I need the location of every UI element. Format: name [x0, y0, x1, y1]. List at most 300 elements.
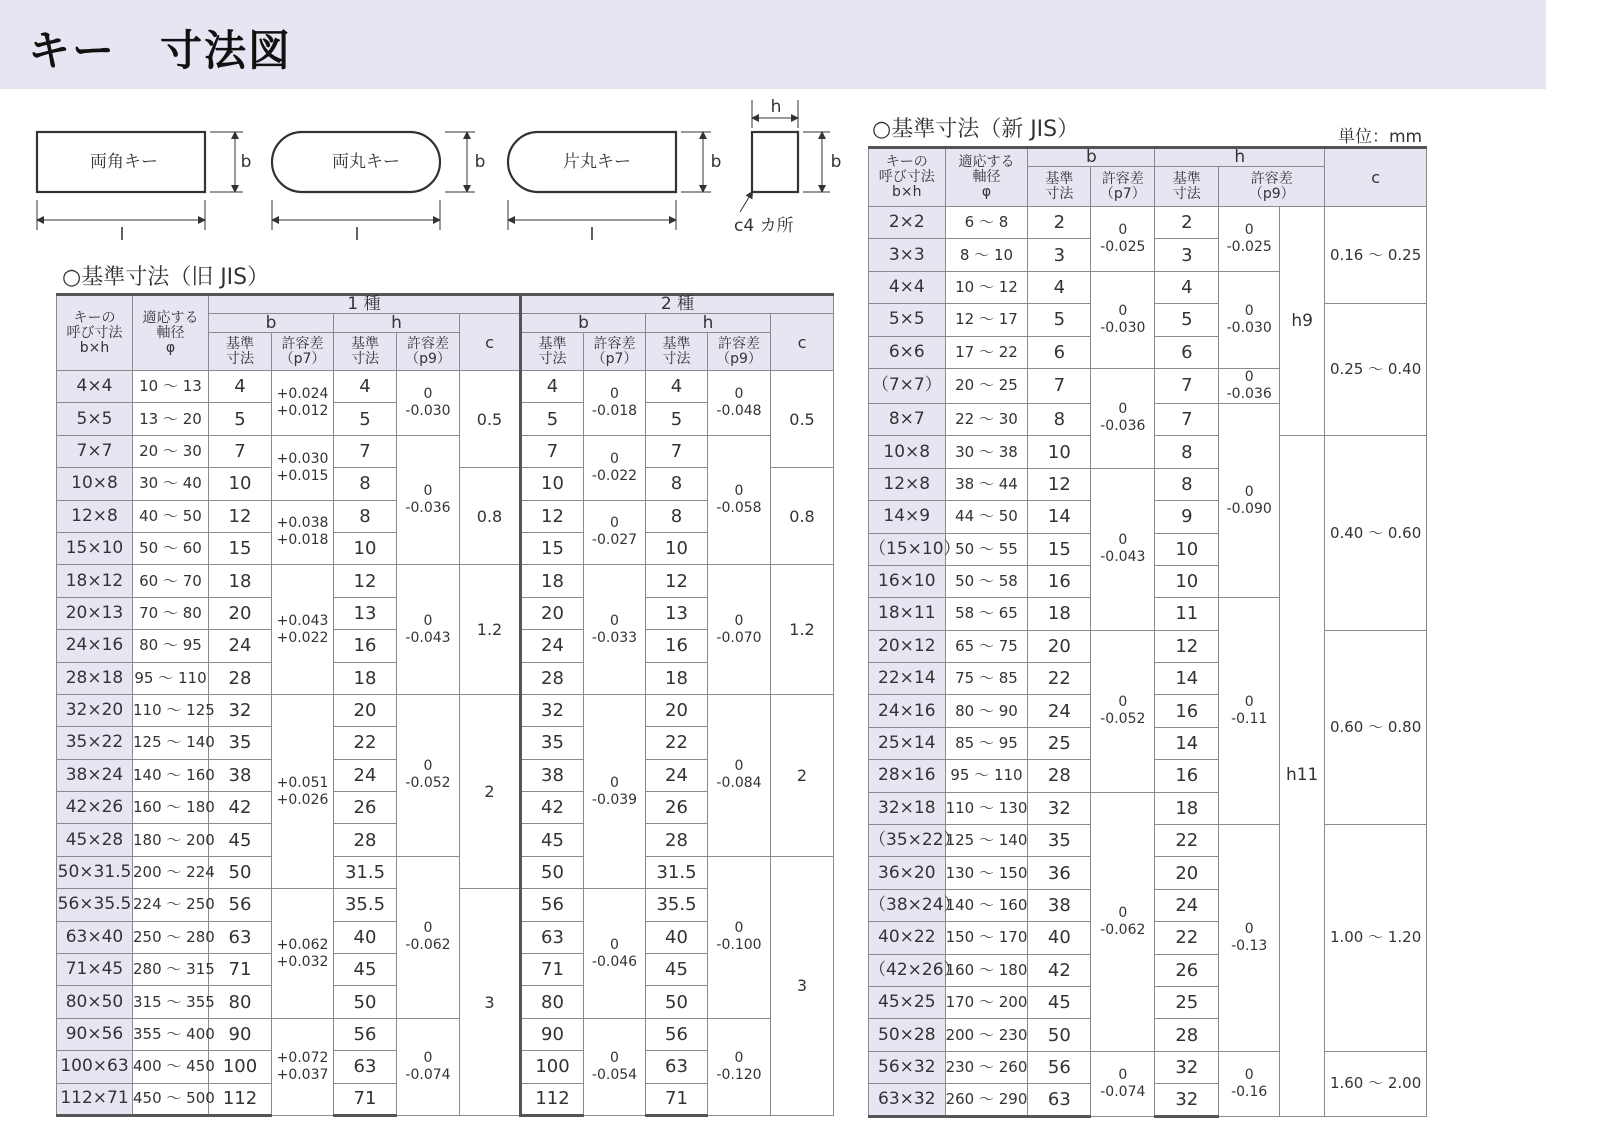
- old-jis-table: [56, 293, 834, 1117]
- chamfer-note: c4 カ所: [734, 216, 794, 236]
- h-base-cell: 14: [1155, 727, 1219, 759]
- shaft-diameter-cell: 8 ～ 10: [945, 239, 1028, 271]
- type1-h-base-cell: 31.5: [334, 856, 397, 888]
- key-size-cell: 6×6: [869, 336, 946, 368]
- type1-h-tolerance-cell: 0 -0.043: [397, 565, 460, 695]
- type1-h-base-cell: 50: [334, 986, 397, 1018]
- type1-b-base-cell: 7: [209, 435, 272, 467]
- key-size-cell: 12×8: [869, 468, 946, 500]
- type1-h-base-cell: 10: [334, 532, 397, 564]
- type1-h-base-cell: 63: [334, 1051, 397, 1083]
- type2-b-base-cell: 24: [521, 630, 584, 662]
- shaft-diameter-cell: 65 ～ 75: [945, 630, 1028, 662]
- col-header-h1-tol: 許容差 （p9）: [397, 333, 460, 371]
- b-base-cell: 35: [1028, 825, 1091, 857]
- col-header-b-base: 基準 寸法: [1028, 167, 1091, 207]
- shaft-diameter-cell: 40 ～ 50: [133, 500, 209, 532]
- type2-h-base-cell: 45: [646, 954, 708, 986]
- h-base-cell: 16: [1155, 695, 1219, 727]
- type1-h-base-cell: 8: [334, 500, 397, 532]
- key-size-cell: 28×16: [869, 760, 946, 792]
- type2-b-base-cell: 5: [521, 403, 584, 435]
- shaft-diameter-cell: 95 ～ 110: [945, 760, 1028, 792]
- key-shape-diagram: [0, 0, 840, 250]
- single-round-key-b-label: b: [710, 152, 722, 172]
- type2-c-cell: 0.5: [771, 371, 834, 468]
- shaft-diameter-cell: 110 ～ 130: [945, 792, 1028, 824]
- type2-h-base-cell: 24: [646, 759, 708, 791]
- type1-h-base-cell: 71: [334, 1083, 397, 1115]
- shaft-diameter-cell: 30 ～ 40: [133, 468, 209, 500]
- b-base-cell: 7: [1028, 368, 1091, 403]
- type1-h-base-cell: 8: [334, 468, 397, 500]
- col-header-h2-base: 基準 寸法: [646, 333, 708, 371]
- key-size-cell: 63×32: [869, 1084, 946, 1116]
- type2-b-tolerance-cell: 0 -0.027: [584, 500, 646, 565]
- type1-b-tolerance-cell: +0.062 +0.032: [272, 889, 334, 1019]
- key-size-cell: 15×10: [57, 532, 133, 564]
- b-base-cell: 63: [1028, 1084, 1091, 1116]
- type2-b-base-cell: 28: [521, 662, 584, 694]
- round-key-label: 両丸キー: [332, 152, 400, 172]
- key-size-cell: 5×5: [57, 403, 133, 435]
- key-size-cell: 5×5: [869, 304, 946, 336]
- type1-h-base-cell: 45: [334, 954, 397, 986]
- type2-b-tolerance-cell: 0 -0.046: [584, 889, 646, 1019]
- h-base-cell: 3: [1155, 239, 1219, 271]
- key-size-cell: 56×32: [869, 1051, 946, 1083]
- col-header-c1: c: [460, 314, 521, 371]
- shaft-diameter-cell: 160 ～ 180: [133, 792, 209, 824]
- type2-h-base-cell: 16: [646, 630, 708, 662]
- type2-b-tolerance-cell: 0 -0.018: [584, 371, 646, 436]
- key-size-cell: 38×24: [57, 759, 133, 791]
- type2-b-tolerance-cell: 0 -0.022: [584, 435, 646, 500]
- key-size-cell: 18×11: [869, 598, 946, 630]
- b-tolerance-cell: 0 -0.052: [1091, 630, 1155, 792]
- type2-b-base-cell: 32: [521, 694, 584, 726]
- shaft-diameter-cell: 13 ～ 20: [133, 403, 209, 435]
- key-size-cell: 10×8: [869, 436, 946, 468]
- b-tolerance-cell: 0 -0.036: [1091, 368, 1155, 468]
- shaft-diameter-cell: 50 ～ 58: [945, 565, 1028, 597]
- c-range-cell: 0.60 ～ 0.80: [1325, 630, 1427, 824]
- type2-h-tolerance-cell: 0 -0.058: [708, 435, 771, 565]
- type1-c-cell: 2: [460, 694, 521, 888]
- col-header-h2-tol: 許容差 （p9）: [708, 333, 771, 371]
- type1-h-base-cell: 20: [334, 694, 397, 726]
- b-base-cell: 22: [1028, 663, 1091, 695]
- b-base-cell: 42: [1028, 954, 1091, 986]
- type2-b-base-cell: 35: [521, 727, 584, 759]
- shaft-diameter-cell: 110 ～ 125: [133, 694, 209, 726]
- key-size-cell: 45×25: [869, 986, 946, 1018]
- b-tolerance-cell: 0 -0.074: [1091, 1051, 1155, 1116]
- key-size-cell: 112×71: [57, 1083, 133, 1115]
- type2-b-base-cell: 100: [521, 1051, 584, 1083]
- type1-b-tolerance-cell: +0.051 +0.026: [272, 694, 334, 888]
- type1-b-base-cell: 50: [209, 856, 272, 888]
- shaft-diameter-cell: 130 ～ 150: [945, 857, 1028, 889]
- type2-b-base-cell: 15: [521, 532, 584, 564]
- type2-h-base-cell: 56: [646, 1018, 708, 1050]
- col-header-diameter: 適応する 軸径 φ: [945, 148, 1028, 207]
- type1-c-cell: 0.5: [460, 371, 521, 468]
- b-base-cell: 15: [1028, 533, 1091, 565]
- shaft-diameter-cell: 58 ～ 65: [945, 598, 1028, 630]
- b-base-cell: 40: [1028, 922, 1091, 954]
- type1-b-base-cell: 15: [209, 532, 272, 564]
- col-header-b2: b: [521, 314, 646, 333]
- table-row: [869, 1051, 1427, 1083]
- new-jis-title: ○基準寸法（新 JIS）: [872, 117, 1080, 142]
- b-base-cell: 14: [1028, 501, 1091, 533]
- shaft-diameter-cell: 10 ～ 13: [133, 371, 209, 403]
- h-base-cell: 32: [1155, 1051, 1219, 1083]
- type1-h-base-cell: 4: [334, 371, 397, 403]
- type1-b-base-cell: 112: [209, 1083, 272, 1115]
- b-tolerance-cell: 0 -0.043: [1091, 468, 1155, 630]
- single-round-key-label: 片丸キー: [563, 152, 631, 172]
- shaft-diameter-cell: 44 ～ 50: [945, 501, 1028, 533]
- type2-h-base-cell: 13: [646, 597, 708, 629]
- key-size-cell: 40×22: [869, 922, 946, 954]
- type1-h-tolerance-cell: 0 -0.052: [397, 694, 460, 856]
- b-base-cell: 24: [1028, 695, 1091, 727]
- shaft-diameter-cell: 75 ～ 85: [945, 663, 1028, 695]
- type2-h-tolerance-cell: 0 -0.100: [708, 856, 771, 1018]
- type1-b-base-cell: 4: [209, 371, 272, 403]
- type2-h-base-cell: 7: [646, 435, 708, 467]
- key-size-cell: 25×14: [869, 727, 946, 759]
- type2-h-base-cell: 35.5: [646, 889, 708, 921]
- b-base-cell: 12: [1028, 468, 1091, 500]
- h-base-cell: 5: [1155, 304, 1219, 336]
- type1-b-base-cell: 71: [209, 954, 272, 986]
- type2-h-tolerance-cell: 0 -0.120: [708, 1018, 771, 1115]
- type1-h-tolerance-cell: 0 -0.030: [397, 371, 460, 436]
- h-base-cell: 20: [1155, 857, 1219, 889]
- h-base-cell: 28: [1155, 1019, 1219, 1051]
- shaft-diameter-cell: 60 ～ 70: [133, 565, 209, 597]
- round-key-l-label: l: [354, 225, 360, 245]
- type1-h-base-cell: 40: [334, 921, 397, 953]
- shaft-diameter-cell: 95 ～ 110: [133, 662, 209, 694]
- h-tolerance-cell: 0 -0.11: [1219, 598, 1280, 825]
- col-header-b2-base: 基準 寸法: [521, 333, 584, 371]
- type1-b-tolerance-cell: +0.030 +0.015: [272, 435, 334, 500]
- col-header-key: キーの 呼び寸法 b×h: [869, 148, 946, 207]
- type2-b-tolerance-cell: 0 -0.054: [584, 1018, 646, 1115]
- key-size-cell: 7×7: [57, 435, 133, 467]
- type2-b-base-cell: 20: [521, 597, 584, 629]
- type2-h-base-cell: 5: [646, 403, 708, 435]
- h-base-cell: 14: [1155, 663, 1219, 695]
- shaft-diameter-cell: 30 ～ 38: [945, 436, 1028, 468]
- key-size-cell: （15×10）: [869, 533, 946, 565]
- type1-b-base-cell: 42: [209, 792, 272, 824]
- cross-section-b-label: b: [830, 152, 842, 172]
- shaft-diameter-cell: 50 ～ 55: [945, 533, 1028, 565]
- h-base-cell: 6: [1155, 336, 1219, 368]
- type1-h-base-cell: 5: [334, 403, 397, 435]
- key-size-cell: （42×26）: [869, 954, 946, 986]
- b-tolerance-cell: 0 -0.030: [1091, 271, 1155, 368]
- type2-h-base-cell: 71: [646, 1083, 708, 1115]
- round-key-b-label: b: [474, 152, 486, 172]
- h-base-cell: 7: [1155, 368, 1219, 403]
- type1-h-tolerance-cell: 0 -0.062: [397, 856, 460, 1018]
- b-base-cell: 50: [1028, 1019, 1091, 1051]
- key-size-cell: 24×16: [57, 630, 133, 662]
- col-header-b2-tol: 許容差 （p7）: [584, 333, 646, 371]
- type1-b-base-cell: 32: [209, 694, 272, 726]
- shaft-diameter-cell: 200 ～ 224: [133, 856, 209, 888]
- key-size-cell: 4×4: [869, 271, 946, 303]
- type2-h-base-cell: 63: [646, 1051, 708, 1083]
- h-base-cell: 26: [1155, 954, 1219, 986]
- c-range-cell: 1.00 ～ 1.20: [1325, 825, 1427, 1052]
- b-base-cell: 25: [1028, 727, 1091, 759]
- shaft-diameter-cell: 180 ～ 200: [133, 824, 209, 856]
- table-row: [57, 694, 834, 726]
- h-base-cell: 22: [1155, 922, 1219, 954]
- type1-h-base-cell: 18: [334, 662, 397, 694]
- key-size-cell: 42×26: [57, 792, 133, 824]
- type1-h-base-cell: 24: [334, 759, 397, 791]
- type2-b-base-cell: 80: [521, 986, 584, 1018]
- key-size-cell: 90×56: [57, 1018, 133, 1050]
- key-size-cell: 50×28: [869, 1019, 946, 1051]
- key-size-cell: 16×10: [869, 565, 946, 597]
- key-size-cell: 8×7: [869, 403, 946, 435]
- type1-b-base-cell: 20: [209, 597, 272, 629]
- new-jis-table: [868, 146, 1427, 1118]
- col-header-h1-base: 基準 寸法: [334, 333, 397, 371]
- shaft-diameter-cell: 450 ～ 500: [133, 1083, 209, 1115]
- table-row: [869, 630, 1427, 662]
- type1-h-base-cell: 22: [334, 727, 397, 759]
- type1-b-base-cell: 90: [209, 1018, 272, 1050]
- col-header-type1: 1 種: [209, 295, 521, 314]
- b-tolerance-cell: 0 -0.062: [1091, 792, 1155, 1051]
- type2-b-base-cell: 71: [521, 954, 584, 986]
- old-jis-title: ○基準寸法（旧 JIS）: [62, 265, 270, 290]
- c-range-cell: 0.16 ～ 0.25: [1325, 207, 1427, 304]
- b-base-cell: 18: [1028, 598, 1091, 630]
- type2-h-tolerance-cell: 0 -0.070: [708, 565, 771, 695]
- type2-b-base-cell: 63: [521, 921, 584, 953]
- shaft-diameter-cell: 355 ～ 400: [133, 1018, 209, 1050]
- shaft-diameter-cell: 80 ～ 95: [133, 630, 209, 662]
- key-size-cell: 32×18: [869, 792, 946, 824]
- type2-h-base-cell: 8: [646, 468, 708, 500]
- shaft-diameter-cell: 22 ～ 30: [945, 403, 1028, 435]
- cross-section-shape: [752, 132, 798, 192]
- h-base-cell: 25: [1155, 986, 1219, 1018]
- type2-h-base-cell: 8: [646, 500, 708, 532]
- shaft-diameter-cell: 17 ～ 22: [945, 336, 1028, 368]
- type1-h-base-cell: 35.5: [334, 889, 397, 921]
- type2-c-cell: 0.8: [771, 468, 834, 565]
- b-base-cell: 20: [1028, 630, 1091, 662]
- type2-h-tolerance-cell: 0 -0.048: [708, 371, 771, 436]
- type2-b-base-cell: 90: [521, 1018, 584, 1050]
- col-header-h-base: 基準 寸法: [1155, 167, 1219, 207]
- h-base-cell: 22: [1155, 825, 1219, 857]
- key-size-cell: 45×28: [57, 824, 133, 856]
- shaft-diameter-cell: 38 ～ 44: [945, 468, 1028, 500]
- key-size-cell: 4×4: [57, 371, 133, 403]
- h-base-cell: 24: [1155, 889, 1219, 921]
- type2-b-base-cell: 38: [521, 759, 584, 791]
- key-size-cell: 35×22: [57, 727, 133, 759]
- type1-h-base-cell: 16: [334, 630, 397, 662]
- cross-section-h-label: h: [770, 97, 782, 117]
- type1-b-base-cell: 12: [209, 500, 272, 532]
- shaft-diameter-cell: 125 ～ 140: [133, 727, 209, 759]
- shaft-diameter-cell: 80 ～ 90: [945, 695, 1028, 727]
- col-header-type2: 2 種: [521, 295, 834, 314]
- shaft-diameter-cell: 160 ～ 180: [945, 954, 1028, 986]
- type2-b-base-cell: 7: [521, 435, 584, 467]
- table-row: [57, 435, 834, 467]
- shaft-diameter-cell: 140 ～ 160: [133, 759, 209, 791]
- shaft-diameter-cell: 20 ～ 30: [133, 435, 209, 467]
- square-key-b-label: b: [240, 152, 252, 172]
- shaft-diameter-cell: 125 ～ 140: [945, 825, 1028, 857]
- type1-h-base-cell: 7: [334, 435, 397, 467]
- type2-h-base-cell: 20: [646, 694, 708, 726]
- shaft-diameter-cell: 85 ～ 95: [945, 727, 1028, 759]
- key-size-cell: 2×2: [869, 207, 946, 239]
- type1-b-tolerance-cell: +0.043 +0.022: [272, 565, 334, 695]
- type2-b-base-cell: 56: [521, 889, 584, 921]
- type1-b-tolerance-cell: +0.072 +0.037: [272, 1018, 334, 1115]
- type2-c-cell: 2: [771, 694, 834, 856]
- col-header-h: h: [1155, 148, 1325, 167]
- key-size-cell: 80×50: [57, 986, 133, 1018]
- b-base-cell: 45: [1028, 986, 1091, 1018]
- key-size-cell: 18×12: [57, 565, 133, 597]
- shaft-diameter-cell: 50 ～ 60: [133, 532, 209, 564]
- key-size-cell: 36×20: [869, 857, 946, 889]
- key-size-cell: 50×31.5: [57, 856, 133, 888]
- col-header-b: b: [1028, 148, 1155, 167]
- type1-c-cell: 0.8: [460, 468, 521, 565]
- h-base-cell: 16: [1155, 760, 1219, 792]
- page-title: キー 寸法図: [28, 26, 293, 75]
- type1-b-base-cell: 38: [209, 759, 272, 791]
- table-row: [57, 1018, 834, 1050]
- col-header-b1-tol: 許容差 （p7）: [272, 333, 334, 371]
- type2-b-base-cell: 12: [521, 500, 584, 532]
- type2-b-base-cell: 18: [521, 565, 584, 597]
- type1-c-cell: 3: [460, 889, 521, 1116]
- type1-c-cell: 1.2: [460, 565, 521, 695]
- key-size-cell: 63×40: [57, 921, 133, 953]
- h-grade-cell: h9: [1280, 207, 1325, 436]
- type2-b-tolerance-cell: 0 -0.039: [584, 694, 646, 888]
- h-base-cell: 4: [1155, 271, 1219, 303]
- col-header-h1: h: [334, 314, 460, 333]
- type2-b-base-cell: 4: [521, 371, 584, 403]
- type2-h-base-cell: 26: [646, 792, 708, 824]
- b-base-cell: 2: [1028, 207, 1091, 239]
- square-key-l-label: l: [119, 225, 125, 245]
- shaft-diameter-cell: 250 ～ 280: [133, 921, 209, 953]
- type1-b-base-cell: 28: [209, 662, 272, 694]
- key-size-cell: 12×8: [57, 500, 133, 532]
- col-header-c2: c: [771, 314, 834, 371]
- unit-label: 単位：mm: [1338, 127, 1423, 147]
- shaft-diameter-cell: 400 ～ 450: [133, 1051, 209, 1083]
- shaft-diameter-cell: 20 ～ 25: [945, 368, 1028, 403]
- h-tolerance-cell: 0 -0.025: [1219, 207, 1280, 272]
- b-base-cell: 32: [1028, 792, 1091, 824]
- key-size-cell: 20×13: [57, 597, 133, 629]
- key-size-cell: 10×8: [57, 468, 133, 500]
- type2-h-base-cell: 22: [646, 727, 708, 759]
- type2-b-base-cell: 50: [521, 856, 584, 888]
- shaft-diameter-cell: 200 ～ 230: [945, 1019, 1028, 1051]
- type2-b-base-cell: 112: [521, 1083, 584, 1115]
- h-tolerance-cell: 0 -0.16: [1219, 1051, 1280, 1116]
- b-base-cell: 36: [1028, 857, 1091, 889]
- square-key-label: 両角キー: [90, 152, 158, 172]
- shaft-diameter-cell: 224 ～ 250: [133, 889, 209, 921]
- type2-h-base-cell: 10: [646, 532, 708, 564]
- type2-h-base-cell: 40: [646, 921, 708, 953]
- type1-b-base-cell: 100: [209, 1051, 272, 1083]
- b-base-cell: 28: [1028, 760, 1091, 792]
- b-base-cell: 5: [1028, 304, 1091, 336]
- h-base-cell: 7: [1155, 403, 1219, 435]
- col-header-diameter: 適応する 軸径 φ: [133, 295, 209, 371]
- col-header-h-tol: 許容差 （p9）: [1219, 167, 1325, 207]
- shaft-diameter-cell: 170 ～ 200: [945, 986, 1028, 1018]
- h-tolerance-cell: 0 -0.036: [1219, 368, 1280, 403]
- type1-h-base-cell: 56: [334, 1018, 397, 1050]
- b-base-cell: 16: [1028, 565, 1091, 597]
- type2-h-tolerance-cell: 0 -0.084: [708, 694, 771, 856]
- h-base-cell: 9: [1155, 501, 1219, 533]
- type2-b-tolerance-cell: 0 -0.033: [584, 565, 646, 695]
- key-size-cell: 32×20: [57, 694, 133, 726]
- key-size-cell: （38×24）: [869, 889, 946, 921]
- shaft-diameter-cell: 70 ～ 80: [133, 597, 209, 629]
- key-size-cell: 71×45: [57, 954, 133, 986]
- table-row: [57, 371, 834, 403]
- col-header-key: キーの 呼び寸法 b×h: [57, 295, 133, 371]
- key-size-cell: 56×35.5: [57, 889, 133, 921]
- type1-b-base-cell: 5: [209, 403, 272, 435]
- type1-h-base-cell: 12: [334, 565, 397, 597]
- key-size-cell: 3×3: [869, 239, 946, 271]
- col-header-h2: h: [646, 314, 771, 333]
- table-row: [57, 856, 834, 888]
- b-base-cell: 4: [1028, 271, 1091, 303]
- table-row: [57, 565, 834, 597]
- key-size-cell: 14×9: [869, 501, 946, 533]
- type2-h-base-cell: 31.5: [646, 856, 708, 888]
- b-base-cell: 6: [1028, 336, 1091, 368]
- shaft-diameter-cell: 12 ～ 17: [945, 304, 1028, 336]
- single-round-key-l-label: l: [589, 225, 595, 245]
- b-base-cell: 3: [1028, 239, 1091, 271]
- b-base-cell: 56: [1028, 1051, 1091, 1083]
- type1-b-base-cell: 24: [209, 630, 272, 662]
